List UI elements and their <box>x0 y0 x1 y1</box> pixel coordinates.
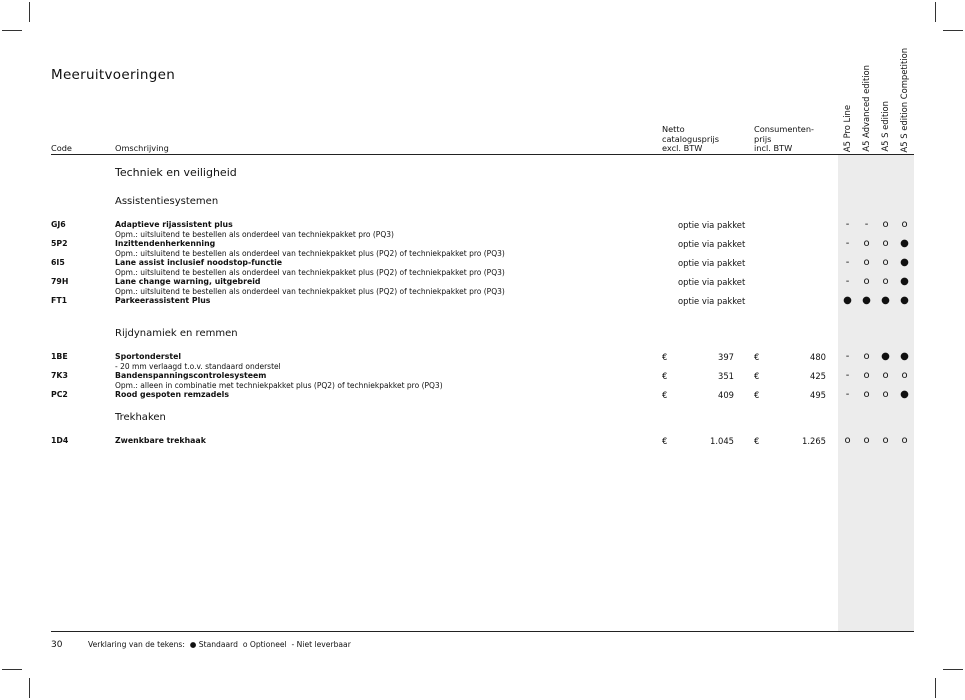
availability-mark: ● <box>862 295 871 306</box>
crop-mark <box>29 2 30 22</box>
option-code: 79H <box>51 277 69 286</box>
availability-mark: o <box>863 238 870 249</box>
legend-not-available: - Niet leverbaar <box>291 640 351 649</box>
netto-price: 351 <box>718 371 734 381</box>
euro-sign: € <box>662 390 668 400</box>
availability-mark: - <box>845 219 850 230</box>
option-code: FT1 <box>51 296 68 305</box>
header-model-pro-line: A5 Pro Line <box>842 104 852 152</box>
option-name: Zwenkbare trekhaak <box>115 436 206 445</box>
crop-mark <box>29 678 30 698</box>
availability-mark: o <box>901 435 908 446</box>
euro-sign: € <box>662 436 668 446</box>
availability-mark: ● <box>881 351 890 362</box>
availability-mark: ● <box>881 295 890 306</box>
option-code: 5P2 <box>51 239 68 248</box>
crop-mark <box>943 669 963 670</box>
option-name: Sportonderstel <box>115 352 182 361</box>
option-price: optie via pakket <box>678 258 746 268</box>
option-price: optie via pakket <box>678 239 746 249</box>
availability-mark: o <box>863 351 870 362</box>
availability-mark: - <box>845 351 850 362</box>
netto-price: 1.045 <box>710 436 734 446</box>
availability-mark: ● <box>900 389 909 400</box>
availability-mark: o <box>882 370 889 381</box>
netto-price: 409 <box>718 390 734 400</box>
footer-rule <box>51 631 914 632</box>
option-price: optie via pakket <box>678 277 746 287</box>
subsection-title: Trekhaken <box>115 412 166 423</box>
header-code: Code <box>51 143 72 153</box>
option-name: Bandenspanningscontrolesysteem <box>115 371 267 380</box>
option-price: optie via pakket <box>678 296 746 306</box>
crop-mark <box>935 678 936 698</box>
availability-mark: o <box>882 238 889 249</box>
availability-mark: ● <box>900 238 909 249</box>
page-title: Meeruitvoeringen <box>51 67 176 83</box>
header-netto-price: Netto catalogusprijs excl. BTW <box>662 124 720 154</box>
legend-intro: Verklaring van de tekens: <box>88 640 185 649</box>
header-model-s-edition: A5 S edition <box>880 101 890 152</box>
option-note: Opm.: uitsluitend te bestellen als onderdeel van techniekpakket plus (PQ2) of techniekpakket pro (PQ3) <box>115 268 505 277</box>
availability-mark: - <box>845 276 850 287</box>
availability-mark: o <box>844 435 851 446</box>
availability-mark: ● <box>900 295 909 306</box>
availability-mark: ● <box>843 295 852 306</box>
availability-mark: - <box>864 219 869 230</box>
availability-mark: o <box>882 435 889 446</box>
availability-mark: - <box>845 389 850 400</box>
euro-sign: € <box>754 436 760 446</box>
legend-optional: o Optioneel <box>242 640 287 649</box>
availability-mark: o <box>882 276 889 287</box>
availability-mark: ● <box>900 257 909 268</box>
crop-mark <box>2 669 22 670</box>
legend-standard: ● Standaard <box>189 640 238 649</box>
option-code: GJ6 <box>51 220 66 229</box>
euro-sign: € <box>754 371 760 381</box>
option-code: 7K3 <box>51 371 68 380</box>
option-name: Lane assist inclusief noodstop-functie <box>115 258 283 267</box>
header-description: Omschrijving <box>115 143 169 153</box>
availability-mark: ● <box>900 276 909 287</box>
euro-sign: € <box>754 390 760 400</box>
option-code: 6I5 <box>51 258 65 267</box>
header-consumer-price: Consumenten- prijs incl. BTW <box>754 124 814 154</box>
option-code: 1BE <box>51 352 68 361</box>
availability-mark: - <box>845 370 850 381</box>
legend <box>88 640 351 649</box>
availability-mark: o <box>863 435 870 446</box>
option-note: Opm.: uitsluitend te bestellen als onderdeel van techniekpakket pro (PQ3) <box>115 230 394 239</box>
section-title: Techniek en veiligheid <box>115 166 237 179</box>
availability-mark: - <box>845 257 850 268</box>
availability-mark: o <box>863 276 870 287</box>
crop-mark <box>935 2 936 22</box>
crop-mark <box>2 30 22 31</box>
availability-mark: - <box>845 238 850 249</box>
netto-price: 397 <box>718 352 734 362</box>
crop-mark <box>943 30 963 31</box>
availability-mark: ● <box>900 351 909 362</box>
availability-mark: o <box>882 389 889 400</box>
header-model-advanced-edition: A5 Advanced edition <box>861 65 871 152</box>
option-note: Opm.: uitsluitend te bestellen als onderdeel van techniekpakket plus (PQ2) of techniekpakket pro (PQ3) <box>115 249 505 258</box>
availability-mark: o <box>863 370 870 381</box>
availability-mark: o <box>882 257 889 268</box>
option-note: - 20 mm verlaagd t.o.v. standaard onderstel <box>115 362 281 371</box>
option-note: Opm.: alleen in combinatie met techniekpakket plus (PQ2) of techniekpakket pro (PQ3) <box>115 381 443 390</box>
euro-sign: € <box>754 352 760 362</box>
header-rule <box>51 154 914 155</box>
subsection-title: Rijdynamiek en remmen <box>115 328 238 339</box>
option-name: Parkeerassistent Plus <box>115 296 211 305</box>
availability-mark: o <box>882 219 889 230</box>
option-price: optie via pakket <box>678 220 746 230</box>
option-code: PC2 <box>51 390 68 399</box>
subsection-title: Assistentiesystemen <box>115 196 219 207</box>
availability-mark: o <box>901 219 908 230</box>
option-code: 1D4 <box>51 436 69 445</box>
consumer-price: 480 <box>810 352 826 362</box>
option-name: Adaptieve rijassistent plus <box>115 220 233 229</box>
header-model-s-edition-competition: A5 S edition Competition <box>899 47 909 152</box>
option-note: Opm.: uitsluitend te bestellen als onderdeel van techniekpakket plus (PQ2) of techniekpakket pro (PQ3) <box>115 287 505 296</box>
consumer-price: 425 <box>810 371 826 381</box>
availability-mark: o <box>901 370 908 381</box>
euro-sign: € <box>662 371 668 381</box>
consumer-price: 495 <box>810 390 826 400</box>
euro-sign: € <box>662 352 668 362</box>
availability-mark: o <box>863 257 870 268</box>
option-name: Rood gespoten remzadels <box>115 390 229 399</box>
page-number: 30 <box>51 640 63 650</box>
consumer-price: 1.265 <box>802 436 826 446</box>
option-name: Inzittendenherkenning <box>115 239 216 248</box>
availability-mark: o <box>863 389 870 400</box>
option-name: Lane change warning, uitgebreid <box>115 277 261 286</box>
